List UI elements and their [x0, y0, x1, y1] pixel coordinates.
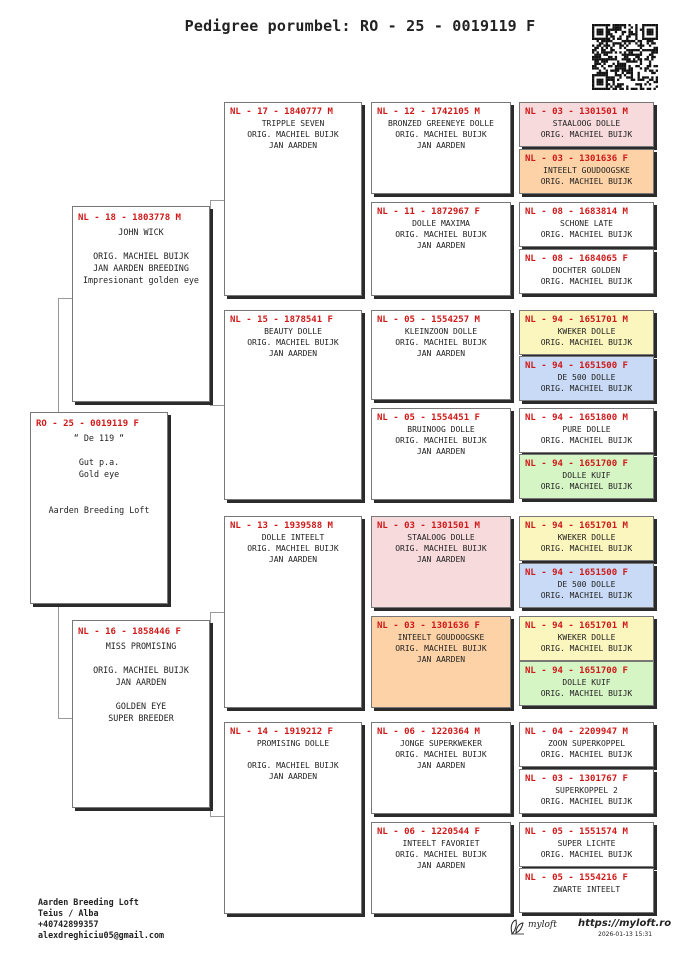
- pigeon-info-line: KWEKER DOLLE: [557, 533, 616, 542]
- ring-number: RO - 25 - 0019119 F: [36, 419, 139, 429]
- pigeon-card-g14: [519, 769, 654, 814]
- connector-line: [58, 718, 73, 719]
- ring-number: NL - 17 - 1840777 M: [230, 107, 333, 117]
- ring-number: NL - 14 - 1919212 F: [230, 727, 333, 737]
- pigeon-info-line: ORIG. MACHIEL BUIJK: [540, 177, 633, 186]
- pigeon-card-g15: [519, 822, 654, 867]
- pigeon-info-line: ORIG. MACHIEL BUIJK: [540, 130, 633, 139]
- ring-number: NL - 03 - 1301636 F: [377, 621, 480, 631]
- pigeon-info-line: [73, 652, 209, 664]
- pigeon-info-line: DE 500 DOLLE: [557, 373, 616, 382]
- pigeon-info-line: ZOON SUPERKOPPEL: [547, 739, 626, 748]
- pigeon-info-line: ORIG. MACHIEL BUIJK: [540, 644, 633, 653]
- ring-number: NL - 05 - 1554451 F: [377, 413, 480, 423]
- connector-line: [58, 298, 73, 299]
- ring-number: NL - 11 - 1872967 F: [377, 207, 480, 217]
- pigeon-info-line: JAN AARDEN: [416, 141, 466, 150]
- pigeon-info-line: ORIG. MACHIEL BUIJK: [540, 797, 633, 806]
- pigeon-card-ddd: [371, 822, 511, 914]
- pigeon-info-line: SUPER LICHTE: [557, 839, 616, 848]
- owner-email: alexdreghiciu05@gmail.com: [38, 930, 165, 940]
- ring-number: NL - 15 - 1878541 F: [230, 315, 333, 325]
- pigeon-info-line: DOLLE MAXIMA: [412, 219, 470, 228]
- pigeon-info-line: JAN AARDEN: [115, 677, 167, 687]
- pigeon-info-line: JAN AARDEN: [416, 349, 466, 358]
- ring-number: NL - 08 - 1683814 M: [525, 207, 628, 217]
- pigeon-card-ds: [224, 516, 362, 708]
- pigeon-card-g2: [519, 149, 654, 194]
- pigeon-info-line: INTEELT GOUDOOGSKE: [397, 633, 485, 642]
- ring-number: NL - 03 - 1301636 F: [525, 154, 628, 164]
- ring-number: NL - 94 - 1651700 F: [525, 459, 628, 469]
- pigeon-info-line: ORIG. MACHIEL BUIJK: [93, 251, 189, 261]
- logo-text: myloft: [528, 920, 557, 930]
- pigeon-info-line: BRONZED GREENEYE DOLLE: [388, 119, 494, 128]
- ring-number: NL - 03 - 1301501 M: [377, 521, 480, 531]
- ring-number: NL - 94 - 1651800 M: [525, 413, 628, 423]
- pigeon-card-sire: [72, 206, 210, 402]
- pigeon-info-line: JOHN WICK: [118, 227, 164, 237]
- connector-line: [210, 405, 225, 406]
- pigeon-info-line: JONGE SUPERKWEKER: [400, 739, 482, 748]
- pigeon-card-sd: [224, 310, 362, 500]
- ring-number: NL - 94 - 1651701 M: [525, 521, 628, 531]
- pigeon-card-g10: [519, 563, 654, 608]
- pigeon-info-line: SCHONE LATE: [560, 219, 613, 228]
- pigeon-card-dd: [224, 722, 362, 914]
- pigeon-card-g1: [519, 102, 654, 147]
- pigeon-info-line: JAN AARDEN: [268, 555, 318, 564]
- pigeon-info-line: MISS PROMISING: [105, 641, 177, 651]
- pigeon-info-line: DOLLE KUIF: [562, 678, 611, 687]
- pigeon-info-line: [31, 444, 167, 456]
- pigeon-info-line: JAN AARDEN: [416, 447, 466, 456]
- pigeon-info-line: KLEINZOON DOLLE: [404, 327, 478, 336]
- pigeon-info-line: STAALOOG DOLLE: [407, 533, 475, 542]
- pigeon-info-line: ORIG. MACHIEL BUIJK: [247, 761, 339, 770]
- ring-number: NL - 94 - 1651500 F: [525, 568, 628, 578]
- pigeon-info-line: JAN AARDEN: [268, 349, 318, 358]
- pigeon-card-main: [30, 412, 168, 604]
- pigeon-card-g7: [519, 408, 654, 453]
- pigeon-info-line: ORIG. MACHIEL BUIJK: [395, 130, 487, 139]
- pigeon-info-line: JAN AARDEN: [416, 861, 466, 870]
- pigeon-card-g5: [519, 310, 654, 355]
- pigeon-info-line: “ De 119 “: [73, 433, 125, 443]
- pigeon-info-line: ORIG. MACHIEL BUIJK: [540, 544, 633, 553]
- ring-number: NL - 12 - 1742105 M: [377, 107, 480, 117]
- pigeon-card-g13: [519, 722, 654, 767]
- owner-info: [38, 897, 164, 941]
- pigeon-card-ssd: [371, 202, 511, 296]
- pigeon-info-line: ORIG. MACHIEL BUIJK: [395, 338, 487, 347]
- ring-number: NL - 06 - 1220544 F: [377, 827, 480, 837]
- pigeon-info-line: JAN AARDEN: [416, 761, 466, 770]
- pigeon-info-line: DE 500 DOLLE: [557, 580, 616, 589]
- ring-number: NL - 03 - 1301767 F: [525, 774, 628, 784]
- pigeon-info-line: ORIG. MACHIEL BUIJK: [540, 591, 633, 600]
- ring-number: NL - 94 - 1651701 M: [525, 315, 628, 325]
- ring-number: NL - 94 - 1651700 F: [525, 666, 628, 676]
- pigeon-info-line: SUPERKOPPEL 2: [555, 786, 618, 795]
- pigeon-info-line: ORIG. MACHIEL BUIJK: [395, 850, 487, 859]
- pigeon-info-line: Gold eye: [78, 469, 120, 479]
- pigeon-card-dds: [371, 722, 511, 814]
- pigeon-info-line: KWEKER DOLLE: [557, 327, 616, 336]
- pigeon-info-line: JAN AARDEN BREEDING: [93, 263, 189, 273]
- ring-number: NL - 94 - 1651500 F: [525, 361, 628, 371]
- pigeon-card-g9: [519, 516, 654, 561]
- pigeon-card-g6: [519, 356, 654, 401]
- pigeon-info-line: JAN AARDEN: [416, 241, 466, 250]
- pigeon-info-line: ZWARTE INTEELT: [552, 885, 621, 894]
- pigeon-info-line: ORIG. MACHIEL BUIJK: [247, 338, 339, 347]
- pigeon-info-line: ORIG. MACHIEL BUIJK: [540, 436, 633, 445]
- ring-number: NL - 05 - 1554216 F: [525, 873, 628, 883]
- connector-line: [210, 612, 211, 816]
- pigeon-card-g8: [519, 454, 654, 499]
- pigeon-info-line: PURE DOLLE: [562, 425, 611, 434]
- pigeon-info-line: DOLLE KUIF: [562, 471, 611, 480]
- pigeon-info-line: KWEKER DOLLE: [557, 633, 616, 642]
- site-link[interactable]: https://myloft.ro: [578, 918, 672, 929]
- owner-location: Teius / Alba: [38, 908, 99, 918]
- pigeon-info-line: [31, 492, 167, 504]
- pigeon-info-line: ORIG. MACHIEL BUIJK: [247, 130, 339, 139]
- pigeon-info-line: Impresionant golden eye: [83, 275, 199, 285]
- pigeon-info-line: PROMISING DOLLE: [256, 739, 330, 748]
- pigeon-info-line: DOLLE INTEELT: [261, 533, 325, 542]
- connector-line: [210, 200, 225, 201]
- pigeon-info-line: Aarden Breeding Loft: [48, 505, 150, 515]
- pigeon-info-line: ORIG. MACHIEL BUIJK: [540, 482, 633, 491]
- pigeon-card-sdd: [371, 408, 511, 500]
- ring-number: NL - 06 - 1220364 M: [377, 727, 480, 737]
- pigeon-info-line: BRUINOOG DOLLE: [407, 425, 475, 434]
- ring-number: NL - 05 - 1551574 M: [525, 827, 628, 837]
- pigeon-info-line: JAN AARDEN: [268, 141, 318, 150]
- connector-line: [210, 200, 211, 405]
- pigeon-info-line: [73, 688, 209, 700]
- pigeon-info-line: BEAUTY DOLLE: [264, 327, 322, 336]
- ring-number: NL - 04 - 2209947 M: [525, 727, 628, 737]
- pigeon-info-line: STAALOOG DOLLE: [552, 119, 621, 128]
- ring-number: NL - 13 - 1939588 M: [230, 521, 333, 531]
- connector-line: [210, 816, 225, 817]
- pigeon-info-line: ORIG. MACHIEL BUIJK: [540, 750, 633, 759]
- pigeon-card-sds: [371, 310, 511, 400]
- ring-number: NL - 03 - 1301501 M: [525, 107, 628, 117]
- pigeon-info-line: ORIG. MACHIEL BUIJK: [395, 544, 487, 553]
- ring-number: NL - 08 - 1684065 F: [525, 254, 628, 264]
- pigeon-info-line: JAN AARDEN: [268, 772, 318, 781]
- pigeon-info-line: ORIG. MACHIEL BUIJK: [247, 544, 339, 553]
- generated-timestamp: 2026-01-13 15:31: [598, 931, 653, 938]
- pigeon-card-dss: [371, 516, 511, 608]
- pigeon-card-g16: [519, 868, 654, 913]
- qr-code: [592, 24, 658, 90]
- pigeon-info-line: DOCHTER GOLDEN: [552, 266, 621, 275]
- pigeon-card-g12: [519, 661, 654, 706]
- pigeon-info-line: ORIG. MACHIEL BUIJK: [395, 436, 487, 445]
- pigeon-info-line: [225, 749, 361, 760]
- pigeon-info-line: [73, 238, 209, 250]
- pigeon-card-g3: [519, 202, 654, 247]
- pigeon-info-line: TRIPPLE SEVEN: [261, 119, 325, 128]
- pigeon-info-line: ORIG. MACHIEL BUIJK: [395, 750, 487, 759]
- pigeon-info-line: ORIG. MACHIEL BUIJK: [540, 277, 633, 286]
- connector-line: [210, 612, 225, 613]
- pigeon-info-line: ORIG. MACHIEL BUIJK: [93, 665, 189, 675]
- pigeon-card-g4: [519, 249, 654, 294]
- pigeon-info-line: ORIG. MACHIEL BUIJK: [395, 230, 487, 239]
- ring-number: NL - 94 - 1651701 M: [525, 621, 628, 631]
- pigeon-card-dam: [72, 620, 210, 808]
- pigeon-card-sss: [371, 102, 511, 194]
- pigeon-info-line: ORIG. MACHIEL BUIJK: [540, 689, 633, 698]
- pigeon-info-line: GOLDEN EYE: [115, 701, 167, 711]
- pigeon-card-dsd: [371, 616, 511, 708]
- pigeon-info-line: JAN AARDEN: [416, 555, 466, 564]
- ring-number: NL - 05 - 1554257 M: [377, 315, 480, 325]
- pigeon-info-line: INTEELT GOUDOOGSKE: [543, 166, 630, 175]
- pigeon-info-line: [31, 480, 167, 492]
- owner-name: Aarden Breeding Loft: [38, 897, 139, 907]
- pigeon-info-line: ORIG. MACHIEL BUIJK: [540, 850, 633, 859]
- ring-number: NL - 16 - 1858446 F: [78, 627, 181, 637]
- page-title: Pedigree porumbel: RO - 25 - 0019119 F: [184, 17, 536, 35]
- pigeon-info-line: Gut p.a.: [78, 457, 120, 467]
- pigeon-info-line: ORIG. MACHIEL BUIJK: [540, 230, 633, 239]
- pigeon-card-g11: [519, 616, 654, 661]
- pigeon-info-line: JAN AARDEN: [416, 655, 466, 664]
- pigeon-info-line: SUPER BREEDER: [108, 713, 174, 723]
- pigeon-info-line: ORIG. MACHIEL BUIJK: [540, 384, 633, 393]
- owner-phone: +40742899357: [38, 919, 99, 929]
- pigeon-card-ss: [224, 102, 362, 296]
- pigeon-info-line: INTEELT FAVORIET: [402, 839, 480, 848]
- pigeon-info-line: ORIG. MACHIEL BUIJK: [540, 338, 633, 347]
- pigeon-info-line: ORIG. MACHIEL BUIJK: [395, 644, 487, 653]
- ring-number: NL - 18 - 1803778 M: [78, 213, 181, 223]
